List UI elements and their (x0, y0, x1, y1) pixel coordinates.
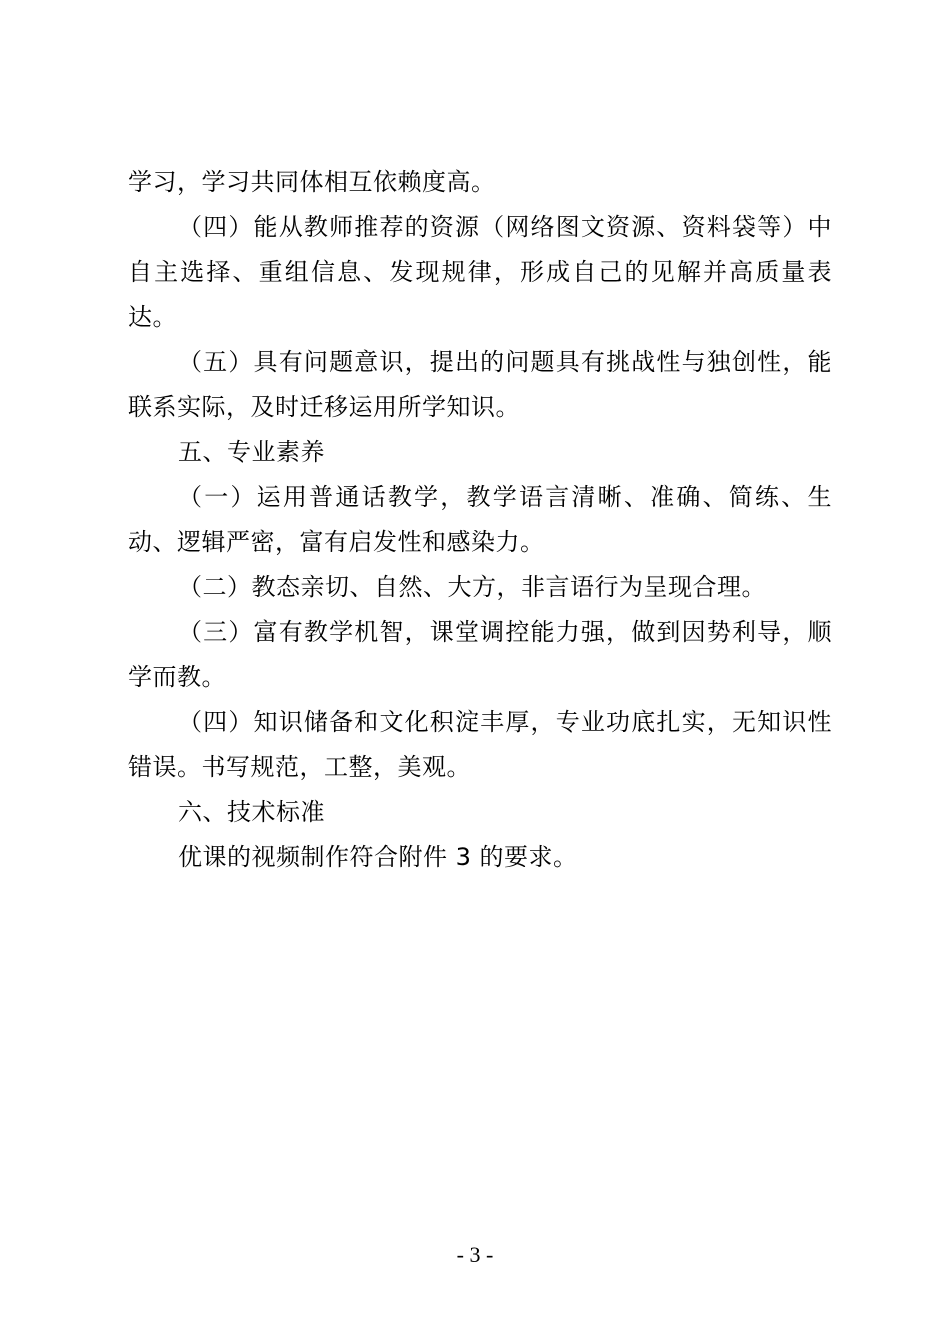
page-number: - 3 - (456, 1242, 494, 1267)
paragraph-item-5-problem-awareness: （五）具有问题意识，提出的问题具有挑战性与独创性，能联系实际，及时迁移运用所学知识。 (128, 348, 832, 421)
paragraph-item-4-resources: （四）能从教师推荐的资源（网络图文资源、资料袋等）中自主选择、重组信息、发现规律，形成自己的见解并高质量表达。 (128, 213, 832, 331)
paragraph-video-requirement: 优课的视频制作符合附件 3 的要求。 (178, 843, 578, 871)
section-heading-professional-quality: 五、专业素养 (178, 438, 325, 466)
paragraph-item-3-teaching-wit: （三）富有教学机智，课堂调控能力强，做到因势利导，顺学而教。 (128, 618, 832, 691)
paragraph-item-2-demeanor: （二）教态亲切、自然、大方，非言语行为呈现合理。 (178, 573, 766, 601)
paragraph-continuation: 学习，学习共同体相互依赖度高。 (128, 168, 496, 196)
paragraph-item-4-knowledge: （四）知识储备和文化积淀丰厚，专业功底扎实，无知识性错误。书写规范，工整，美观。 (128, 708, 832, 781)
section-heading-technical-standard: 六、技术标准 (178, 798, 325, 826)
document-body (128, 160, 832, 880)
paragraph-item-1-mandarin: （一）运用普通话教学，教学语言清晰、准确、简练、生动、逻辑严密，富有启发性和感染力。 (128, 483, 832, 556)
